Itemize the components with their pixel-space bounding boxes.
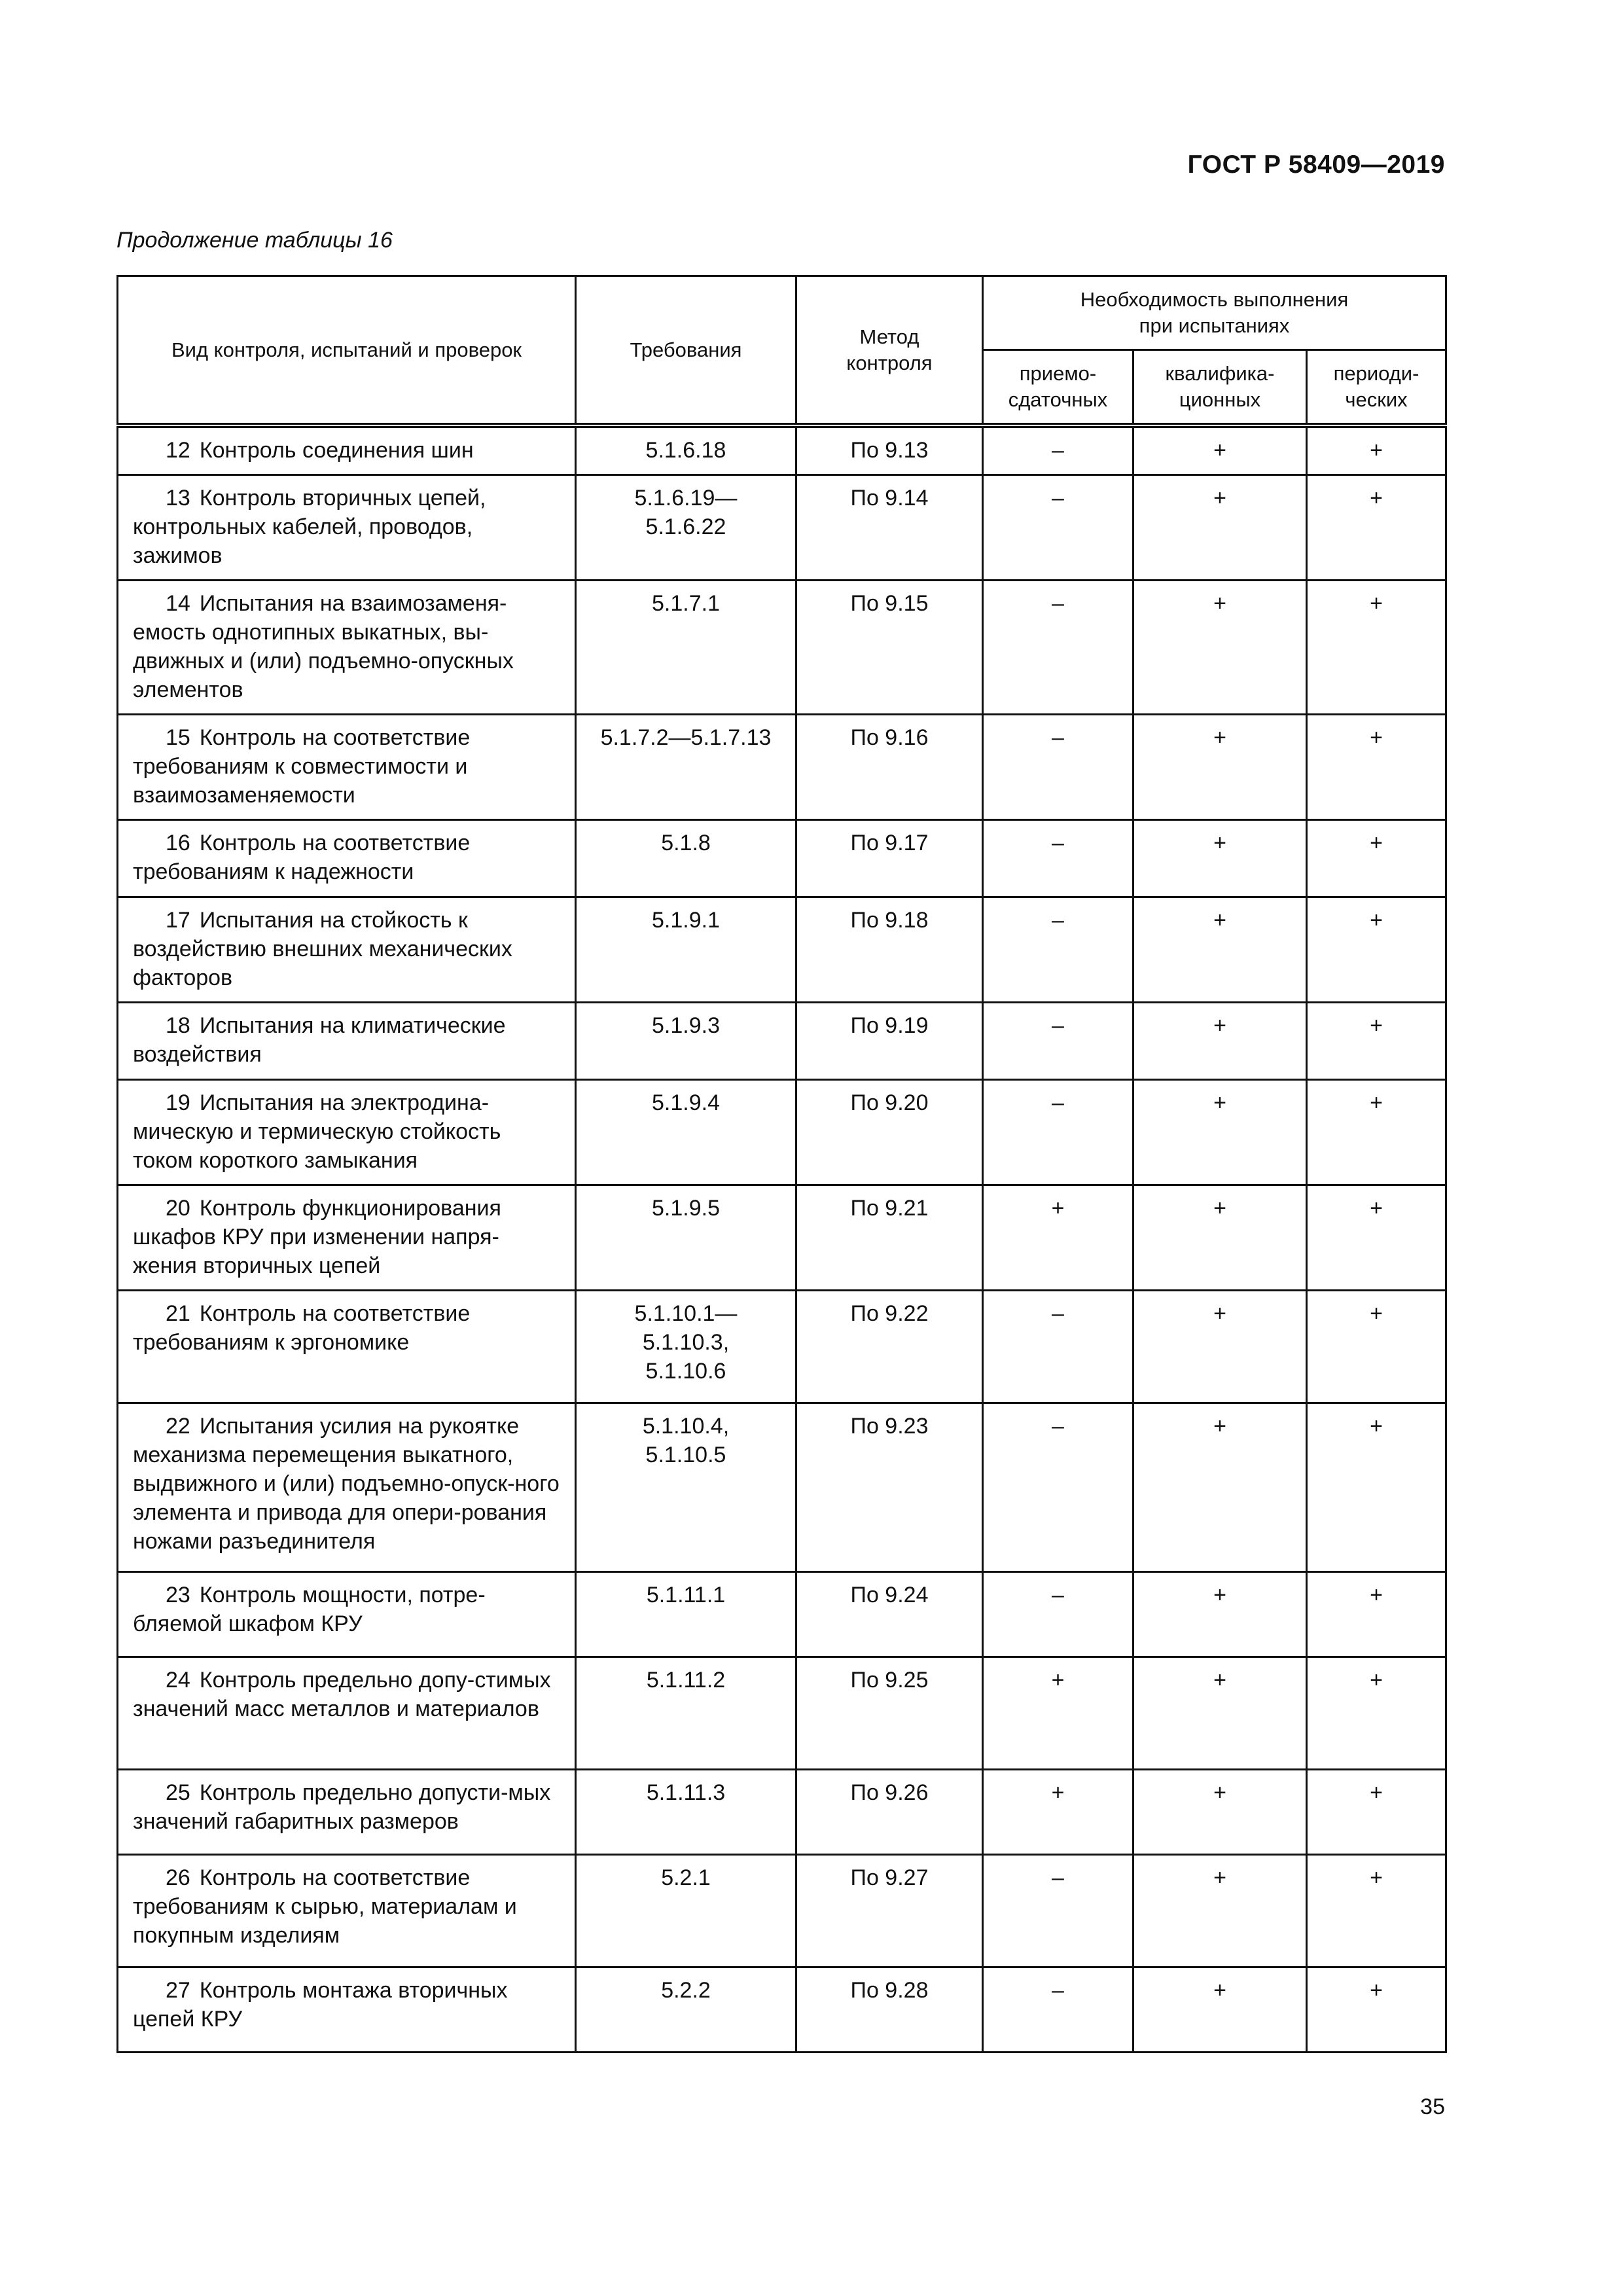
cell-test-type (118, 1291, 576, 1403)
cell-test-type (118, 1403, 576, 1572)
document-code: ГОСТ Р 58409—2019 (1187, 151, 1445, 179)
cell-qualification-value: + (1213, 1865, 1226, 1890)
table-row (118, 425, 1446, 475)
table-row (118, 1572, 1446, 1657)
cell-method (796, 1657, 983, 1770)
row-number: 21 (166, 1301, 190, 1326)
cell-test-type (118, 715, 576, 820)
cell-requirements (576, 715, 796, 820)
cell-requirements (576, 897, 796, 1003)
header-method: Метод контроля (796, 276, 983, 426)
cell-acceptance-value: – (1052, 438, 1064, 463)
cell-method-value: По 9.25 (850, 1668, 929, 1693)
cell-requirements (576, 1855, 796, 1967)
cell-acceptance (983, 1855, 1133, 1967)
cell-periodic-value: + (1370, 1301, 1383, 1326)
row-number: 25 (166, 1780, 190, 1805)
cell-periodic-value: + (1370, 1865, 1383, 1890)
cell-qualification-value: + (1213, 438, 1226, 463)
cell-qualification-value: + (1213, 486, 1226, 511)
cell-acceptance (983, 1185, 1133, 1291)
table-row (118, 897, 1446, 1003)
test-type-text: Контроль на соответствие требованиям к совместимости и взаимозаменяемости (133, 725, 471, 808)
cell-test-type (118, 1572, 576, 1657)
row-number: 23 (166, 1583, 190, 1607)
table-row (118, 581, 1446, 715)
cell-periodic-value: + (1370, 1090, 1383, 1115)
cell-requirements-value: 5.1.6.18 (645, 438, 726, 463)
cell-acceptance (983, 1657, 1133, 1770)
cell-requirements (576, 1657, 796, 1770)
cell-method-value: По 9.14 (850, 486, 929, 511)
row-number: 17 (166, 908, 190, 933)
cell-acceptance-value: – (1052, 1583, 1064, 1607)
cell-requirements (576, 1185, 796, 1291)
cell-method (796, 1855, 983, 1967)
cell-qualification (1133, 1080, 1307, 1185)
table-row (118, 475, 1446, 581)
cell-acceptance-value: – (1052, 1301, 1064, 1326)
cell-qualification (1133, 581, 1307, 715)
cell-acceptance (983, 897, 1133, 1003)
cell-qualification-value: + (1213, 1196, 1226, 1221)
cell-test-type (118, 581, 576, 715)
header-acceptance: приемо-сдаточных (983, 350, 1133, 426)
cell-test-type (118, 1003, 576, 1080)
cell-periodic (1307, 1080, 1446, 1185)
cell-requirements (576, 581, 796, 715)
cell-requirements (576, 475, 796, 581)
cell-method (796, 1080, 983, 1185)
cell-method-value: По 9.20 (850, 1090, 929, 1115)
test-types-table (116, 275, 1447, 2053)
table-row (118, 1770, 1446, 1855)
cell-method-value: По 9.22 (850, 1301, 929, 1326)
cell-periodic (1307, 1291, 1446, 1403)
row-number: 20 (166, 1196, 190, 1221)
cell-acceptance (983, 475, 1133, 581)
cell-qualification-value: + (1213, 1090, 1226, 1115)
cell-acceptance-value: – (1052, 1414, 1064, 1439)
cell-periodic-value: + (1370, 1978, 1383, 2003)
table-continuation-caption: Продолжение таблицы 16 (116, 228, 393, 253)
cell-method-value: По 9.26 (850, 1780, 929, 1805)
cell-requirements-value: 5.1.9.3 (652, 1013, 720, 1038)
cell-periodic (1307, 1572, 1446, 1657)
cell-qualification (1133, 1967, 1307, 2053)
cell-periodic (1307, 1967, 1446, 2053)
row-number: 12 (166, 438, 190, 463)
cell-qualification-value: + (1213, 1978, 1226, 2003)
cell-acceptance (983, 1770, 1133, 1855)
cell-test-type (118, 897, 576, 1003)
row-number: 27 (166, 1978, 190, 2003)
cell-requirements (576, 820, 796, 897)
cell-qualification (1133, 475, 1307, 581)
test-type-text: Испытания на электродина-мическую и термическую стойкость током короткого замыкания (133, 1090, 501, 1173)
test-type-text: Контроль предельно допу-стимых значений масс металлов и материалов (133, 1668, 551, 1721)
cell-requirements-value: 5.1.7.1 (652, 591, 720, 616)
cell-qualification (1133, 1185, 1307, 1291)
cell-acceptance (983, 425, 1133, 475)
cell-acceptance (983, 1572, 1133, 1657)
test-type-text: Контроль соединения шин (199, 438, 474, 463)
test-type-text: Контроль на соответствие требованиям к эргономике (133, 1301, 471, 1355)
cell-qualification-value: + (1213, 1583, 1226, 1607)
cell-acceptance (983, 1291, 1133, 1403)
cell-method-value: По 9.24 (850, 1583, 929, 1607)
row-number: 22 (166, 1414, 190, 1439)
table-row (118, 1291, 1446, 1403)
test-type-text: Контроль мощности, потре-бляемой шкафом КРУ (133, 1583, 486, 1636)
cell-method (796, 475, 983, 581)
cell-requirements (576, 1291, 796, 1403)
cell-test-type (118, 1657, 576, 1770)
cell-periodic (1307, 715, 1446, 820)
table-row (118, 1185, 1446, 1291)
cell-qualification-value: + (1213, 1301, 1226, 1326)
cell-requirements-value: 5.1.6.19— 5.1.6.22 (634, 486, 738, 539)
row-number: 24 (166, 1668, 190, 1693)
cell-acceptance-value: – (1052, 1978, 1064, 2003)
cell-periodic-value: + (1370, 1583, 1383, 1607)
cell-periodic (1307, 1770, 1446, 1855)
cell-qualification (1133, 820, 1307, 897)
cell-requirements-value: 5.1.11.3 (646, 1780, 726, 1805)
cell-periodic (1307, 1657, 1446, 1770)
cell-method-value: По 9.17 (850, 831, 929, 855)
cell-method (796, 581, 983, 715)
cell-acceptance-value: – (1052, 908, 1064, 933)
cell-periodic-value: + (1370, 486, 1383, 511)
cell-requirements-value: 5.1.9.1 (652, 908, 720, 933)
cell-test-type (118, 820, 576, 897)
test-type-text: Контроль вторичных цепей, контрольных кабелей, проводов, зажимов (133, 486, 486, 568)
cell-acceptance-value: – (1052, 831, 1064, 855)
cell-qualification (1133, 1855, 1307, 1967)
cell-periodic (1307, 897, 1446, 1003)
table-row (118, 820, 1446, 897)
cell-method-value: По 9.18 (850, 908, 929, 933)
cell-qualification (1133, 715, 1307, 820)
cell-method (796, 897, 983, 1003)
cell-acceptance-value: – (1052, 1013, 1064, 1038)
cell-qualification-value: + (1213, 1668, 1226, 1693)
header-periodic: периоди-ческих (1307, 350, 1446, 426)
row-number: 13 (166, 486, 190, 511)
cell-requirements (576, 1770, 796, 1855)
cell-periodic-value: + (1370, 438, 1383, 463)
table-row (118, 1967, 1446, 2053)
cell-qualification-value: + (1213, 831, 1226, 855)
cell-acceptance-value: – (1052, 1090, 1064, 1115)
test-type-text: Испытания на взаимозаменя-емость однотипных выкатных, вы-движных и (или) подъемно-опускных элементов (133, 591, 514, 702)
row-number: 19 (166, 1090, 190, 1115)
cell-qualification-value: + (1213, 908, 1226, 933)
cell-requirements-value: 5.2.2 (661, 1978, 711, 2003)
cell-method-value: По 9.23 (850, 1414, 929, 1439)
cell-qualification (1133, 1403, 1307, 1572)
cell-periodic-value: + (1370, 725, 1383, 750)
cell-requirements-value: 5.1.9.5 (652, 1196, 720, 1221)
cell-periodic (1307, 1185, 1446, 1291)
cell-acceptance (983, 1080, 1133, 1185)
cell-acceptance (983, 1403, 1133, 1572)
cell-periodic (1307, 475, 1446, 581)
header-necessity: Необходимость выполнения при испытаниях (983, 276, 1446, 350)
cell-qualification (1133, 897, 1307, 1003)
cell-periodic-value: + (1370, 1414, 1383, 1439)
cell-requirements-value: 5.2.1 (661, 1865, 711, 1890)
cell-requirements (576, 1967, 796, 2053)
cell-periodic (1307, 1003, 1446, 1080)
cell-requirements (576, 1403, 796, 1572)
cell-acceptance-value: – (1052, 591, 1064, 616)
test-type-text: Испытания на стойкость к воздействию внешних механических факторов (133, 908, 512, 990)
table-row (118, 715, 1446, 820)
row-number: 16 (166, 831, 190, 855)
cell-test-type (118, 1967, 576, 2053)
test-type-text: Контроль функционирования шкафов КРУ при изменении напря-жения вторичных цепей (133, 1196, 501, 1278)
cell-test-type (118, 1855, 576, 1967)
cell-test-type (118, 425, 576, 475)
row-number: 14 (166, 591, 190, 616)
cell-test-type (118, 1185, 576, 1291)
test-type-text: Контроль на соответствие требованиям к надежности (133, 831, 471, 884)
table-row (118, 1403, 1446, 1572)
cell-qualification (1133, 1657, 1307, 1770)
cell-qualification (1133, 1770, 1307, 1855)
cell-periodic-value: + (1370, 1196, 1383, 1221)
cell-requirements-value: 5.1.7.2—5.1.7.13 (600, 725, 772, 750)
page-number: 35 (1420, 2094, 1445, 2119)
cell-acceptance (983, 715, 1133, 820)
cell-acceptance-value: – (1052, 1865, 1064, 1890)
cell-acceptance-value: + (1051, 1196, 1065, 1221)
cell-method (796, 1967, 983, 2053)
cell-requirements (576, 1572, 796, 1657)
cell-qualification-value: + (1213, 591, 1226, 616)
cell-requirements (576, 1080, 796, 1185)
cell-method (796, 1770, 983, 1855)
header-qualification: квалифика-ционных (1133, 350, 1307, 426)
cell-qualification-value: + (1213, 725, 1226, 750)
table-row (118, 1003, 1446, 1080)
cell-method (796, 1403, 983, 1572)
cell-method-value: По 9.28 (850, 1978, 929, 2003)
cell-method-value: По 9.19 (850, 1013, 929, 1038)
header-requirements: Требования (576, 276, 796, 426)
cell-periodic-value: + (1370, 908, 1383, 933)
cell-periodic-value: + (1370, 591, 1383, 616)
cell-periodic (1307, 820, 1446, 897)
cell-qualification-value: + (1213, 1013, 1226, 1038)
test-type-text: Контроль предельно допусти-мых значений габаритных размеров (133, 1780, 551, 1834)
cell-method (796, 820, 983, 897)
cell-method (796, 1003, 983, 1080)
cell-acceptance-value: – (1052, 486, 1064, 511)
cell-requirements-value: 5.1.10.4, 5.1.10.5 (642, 1414, 730, 1467)
cell-test-type (118, 1080, 576, 1185)
cell-periodic-value: + (1370, 831, 1383, 855)
cell-method (796, 1185, 983, 1291)
cell-periodic (1307, 425, 1446, 475)
cell-acceptance-value: + (1051, 1780, 1065, 1805)
cell-requirements-value: 5.1.11.1 (646, 1583, 726, 1607)
cell-method-value: По 9.16 (850, 725, 929, 750)
cell-method-value: По 9.13 (850, 438, 929, 463)
cell-qualification (1133, 1003, 1307, 1080)
cell-periodic-value: + (1370, 1013, 1383, 1038)
cell-acceptance (983, 1967, 1133, 2053)
cell-test-type (118, 1770, 576, 1855)
cell-acceptance (983, 581, 1133, 715)
cell-acceptance (983, 820, 1133, 897)
table-row (118, 1855, 1446, 1967)
cell-acceptance-value: + (1051, 1668, 1065, 1693)
cell-requirements-value: 5.1.10.1— 5.1.10.3, 5.1.10.6 (634, 1301, 738, 1384)
table-row (118, 1657, 1446, 1770)
header-type: Вид контроля, испытаний и проверок (118, 276, 576, 426)
cell-method (796, 425, 983, 475)
cell-periodic-value: + (1370, 1668, 1383, 1693)
cell-qualification (1133, 1291, 1307, 1403)
cell-acceptance-value: – (1052, 725, 1064, 750)
test-type-text: Контроль на соответствие требованиям к сырью, материалам и покупным изделиям (133, 1865, 517, 1948)
row-number: 18 (166, 1013, 190, 1038)
row-number: 26 (166, 1865, 190, 1890)
cell-method-value: По 9.15 (850, 591, 929, 616)
cell-method-value: По 9.21 (850, 1196, 929, 1221)
cell-periodic (1307, 1403, 1446, 1572)
test-type-text: Контроль монтажа вторичных цепей КРУ (133, 1978, 508, 2032)
cell-requirements-value: 5.1.11.2 (646, 1668, 726, 1693)
cell-periodic (1307, 581, 1446, 715)
cell-qualification-value: + (1213, 1780, 1226, 1805)
cell-qualification (1133, 425, 1307, 475)
cell-method (796, 1291, 983, 1403)
test-type-text: Испытания усилия на рукоятке механизма перемещения выкатного, выдвижного и (или) подъемно-опуск-ного элемента и привода для опери-рования ножами разъединителя (133, 1414, 560, 1554)
cell-method (796, 1572, 983, 1657)
test-type-text: Испытания на климатические воздействия (133, 1013, 506, 1067)
cell-qualification-value: + (1213, 1414, 1226, 1439)
cell-acceptance (983, 1003, 1133, 1080)
cell-requirements (576, 425, 796, 475)
row-number: 15 (166, 725, 190, 750)
cell-qualification (1133, 1572, 1307, 1657)
cell-requirements (576, 1003, 796, 1080)
cell-requirements-value: 5.1.9.4 (652, 1090, 720, 1115)
cell-test-type (118, 475, 576, 581)
cell-method-value: По 9.27 (850, 1865, 929, 1890)
table-row (118, 1080, 1446, 1185)
cell-requirements-value: 5.1.8 (661, 831, 711, 855)
cell-periodic (1307, 1855, 1446, 1967)
cell-periodic-value: + (1370, 1780, 1383, 1805)
cell-method (796, 715, 983, 820)
